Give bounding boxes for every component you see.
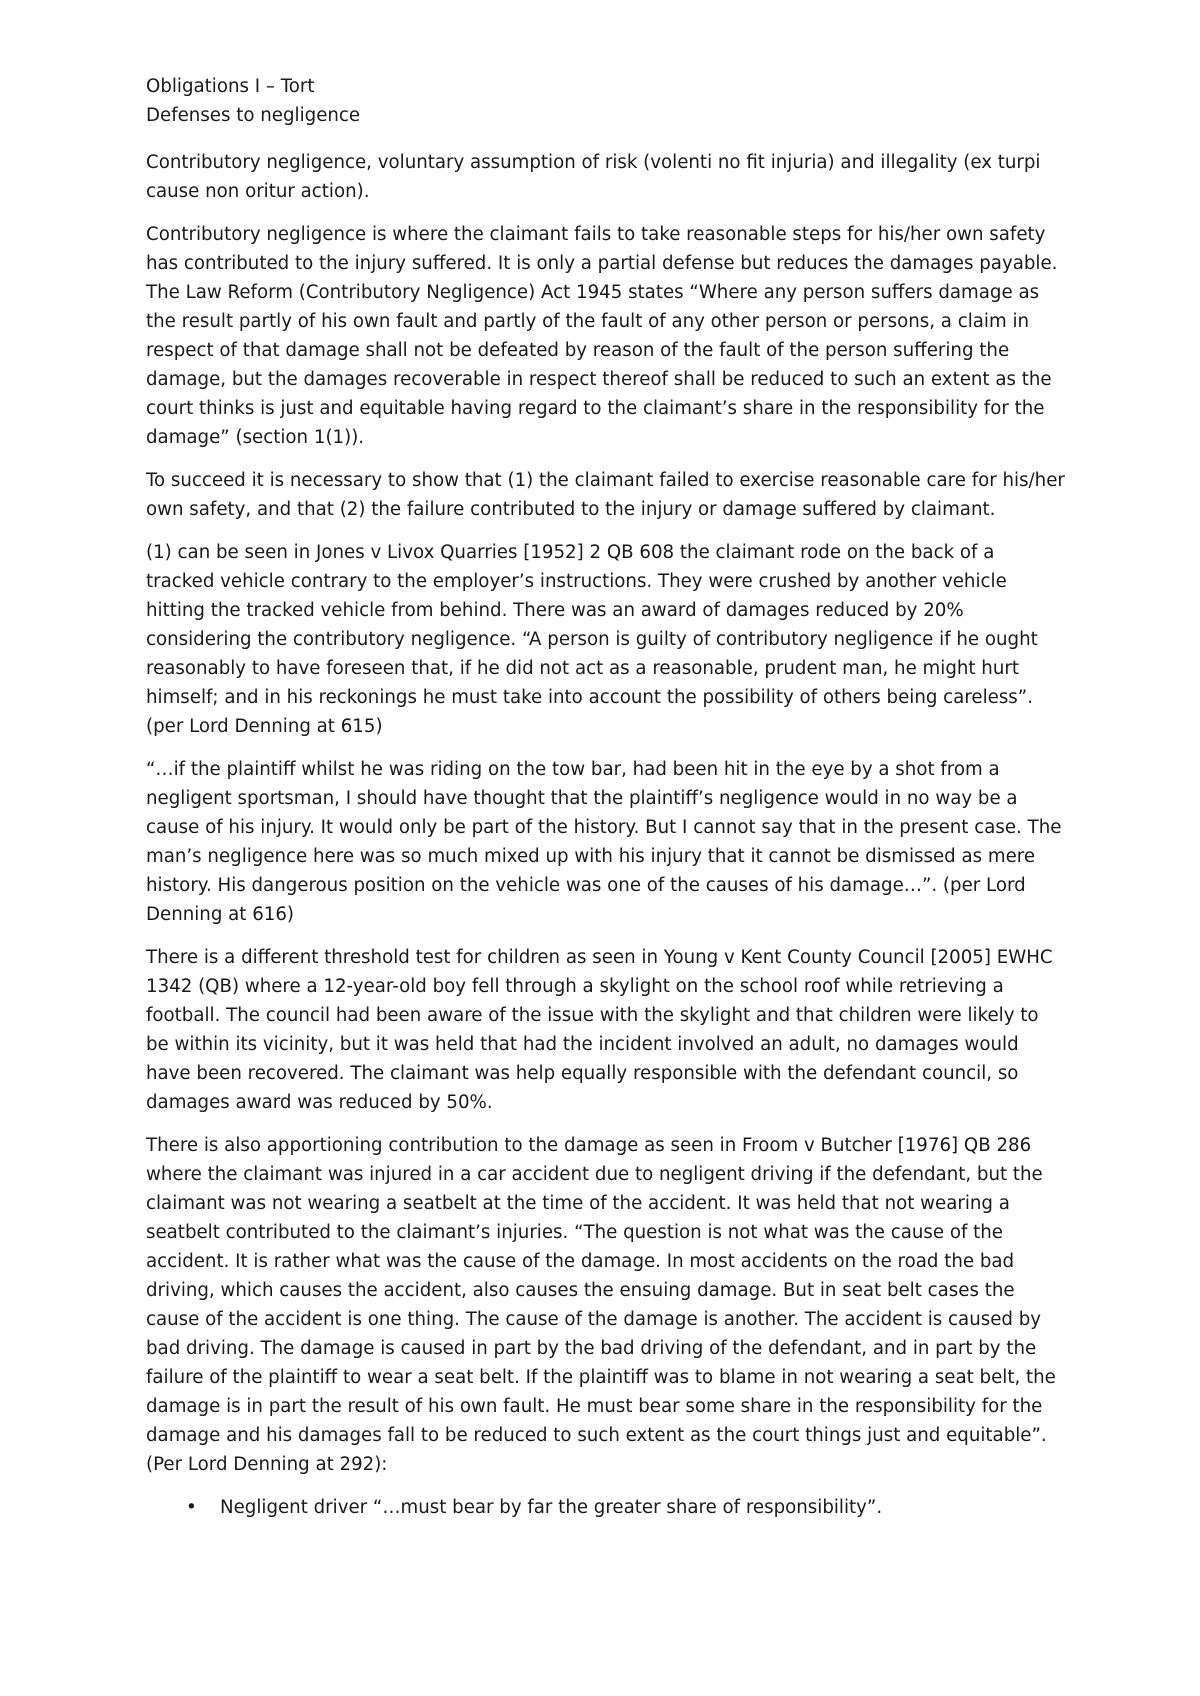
paragraph-requirements: To succeed it is necessary to show that (1) the claimant failed to exercise reasonable care for his/her own safety, and that (2) the failure contributed to the injury or damage suffered by claimant. — [146, 470, 1065, 520]
paragraph-contributory-negligence: Contributory negligence is where the claimant fails to take reasonable steps for his/her own safety has contributed to the injury suffered. It is only a partial defense but reduces the damages payable. The Law Reform (Contributory Negligence) Act 1945 states “Where any person suffers damage as the result partly of his own fault and partly of the fault of any other person or persons, a claim in respect of that damage shall not be defeated by reason of the fault of the person suffering the damage, but the damages recoverable in respect thereof shall be reduced to such an extent as the court thinks is just and equitable having regard to the claimant’s share in the responsibility for the damage” (section 1(1)). — [146, 224, 1058, 448]
paragraph-jones-v-livox: (1) can be seen in Jones v Livox Quarries [1952] 2 QB 608 the claimant rode on the back of a tracked vehicle contrary to the employer’s instructions. They were crushed by another vehicle hitting the tracked vehicle from behind. There was an award of damages reduced by 20% considering the contributory negligence. “A person is guilty of contributory negligence if he ought reasonably to have foreseen that, if he did not act as a reasonable, prudent man, he might hurt himself; and in his reckonings he must take into account the possibility of others being careless”. (per Lord Denning at 615) — [146, 542, 1038, 737]
list-item — [146, 1493, 1066, 1522]
document-title: Obligations I – Tort — [146, 76, 315, 97]
paragraph-young-v-kent: There is a different threshold test for children as seen in Young v Kent County Council [2005] EWHC 1342 (QB) where a 12-year-old boy fell through a skylight on the school roof while retrieving a football. The council had been aware of the issue with the skylight and that children were likely to be within its vicinity, but it was held that had the incident involved an adult, no damages would have been recovered. The claimant was help equally responsible with the defendant council, so damages award was reduced by 50%. — [146, 947, 1053, 1113]
bullet-marker: • — [186, 1497, 197, 1518]
paragraph-defenses-overview: Contributory negligence, voluntary assumption of risk (volenti no fit injuria) and illegality (ex turpi cause non oritur action). — [146, 152, 1041, 202]
paragraph-froom-v-butcher: There is also apportioning contribution to the damage as seen in Froom v Butcher [1976] QB 286 where the claimant was injured in a car accident due to negligent driving if the defendant, but the claimant was not wearing a seatbelt at the time of the accident. It was held that not wearing a seatbelt contributed to the claimant’s injuries. “The question is not what was the cause of the accident. It is rather what was the cause of the damage. In most accidents on the road the bad driving, which causes the accident, also causes the ensuing damage. But in seat belt cases the cause of the accident is one thing. The cause of the damage is another. The accident is caused by bad driving. The damage is caused in part by the bad driving of the defendant, and in part by the failure of the plaintiff to wear a seat belt. If the plaintiff was to blame in not wearing a seat belt, the damage is in part the result of his own fault. He must bear some share in the responsibility for the damage and his damages fall to be reduced to such extent as the court things just and equitable”. (Per Lord Denning at 292): — [146, 1135, 1056, 1475]
bullet-text: Negligent driver “…must bear by far the greater share of responsibility”. — [220, 1497, 883, 1518]
document-subtitle: Defenses to negligence — [146, 105, 361, 126]
document-body — [146, 72, 1066, 1522]
bullet-list — [146, 1493, 1066, 1522]
paragraph-denning-quote: “…if the plaintiff whilst he was riding on the tow bar, had been hit in the eye by a shot from a negligent sportsman, I should have thought that the plaintiff’s negligence would in no way be a cause of his injury. It would only be part of the history. But I cannot say that in the present case. The man’s negligence here was so much mixed up with his injury that it cannot be dismissed as mere history. His dangerous position on the vehicle was one of the causes of his damage…”. (per Lord Denning at 616) — [146, 759, 1062, 925]
